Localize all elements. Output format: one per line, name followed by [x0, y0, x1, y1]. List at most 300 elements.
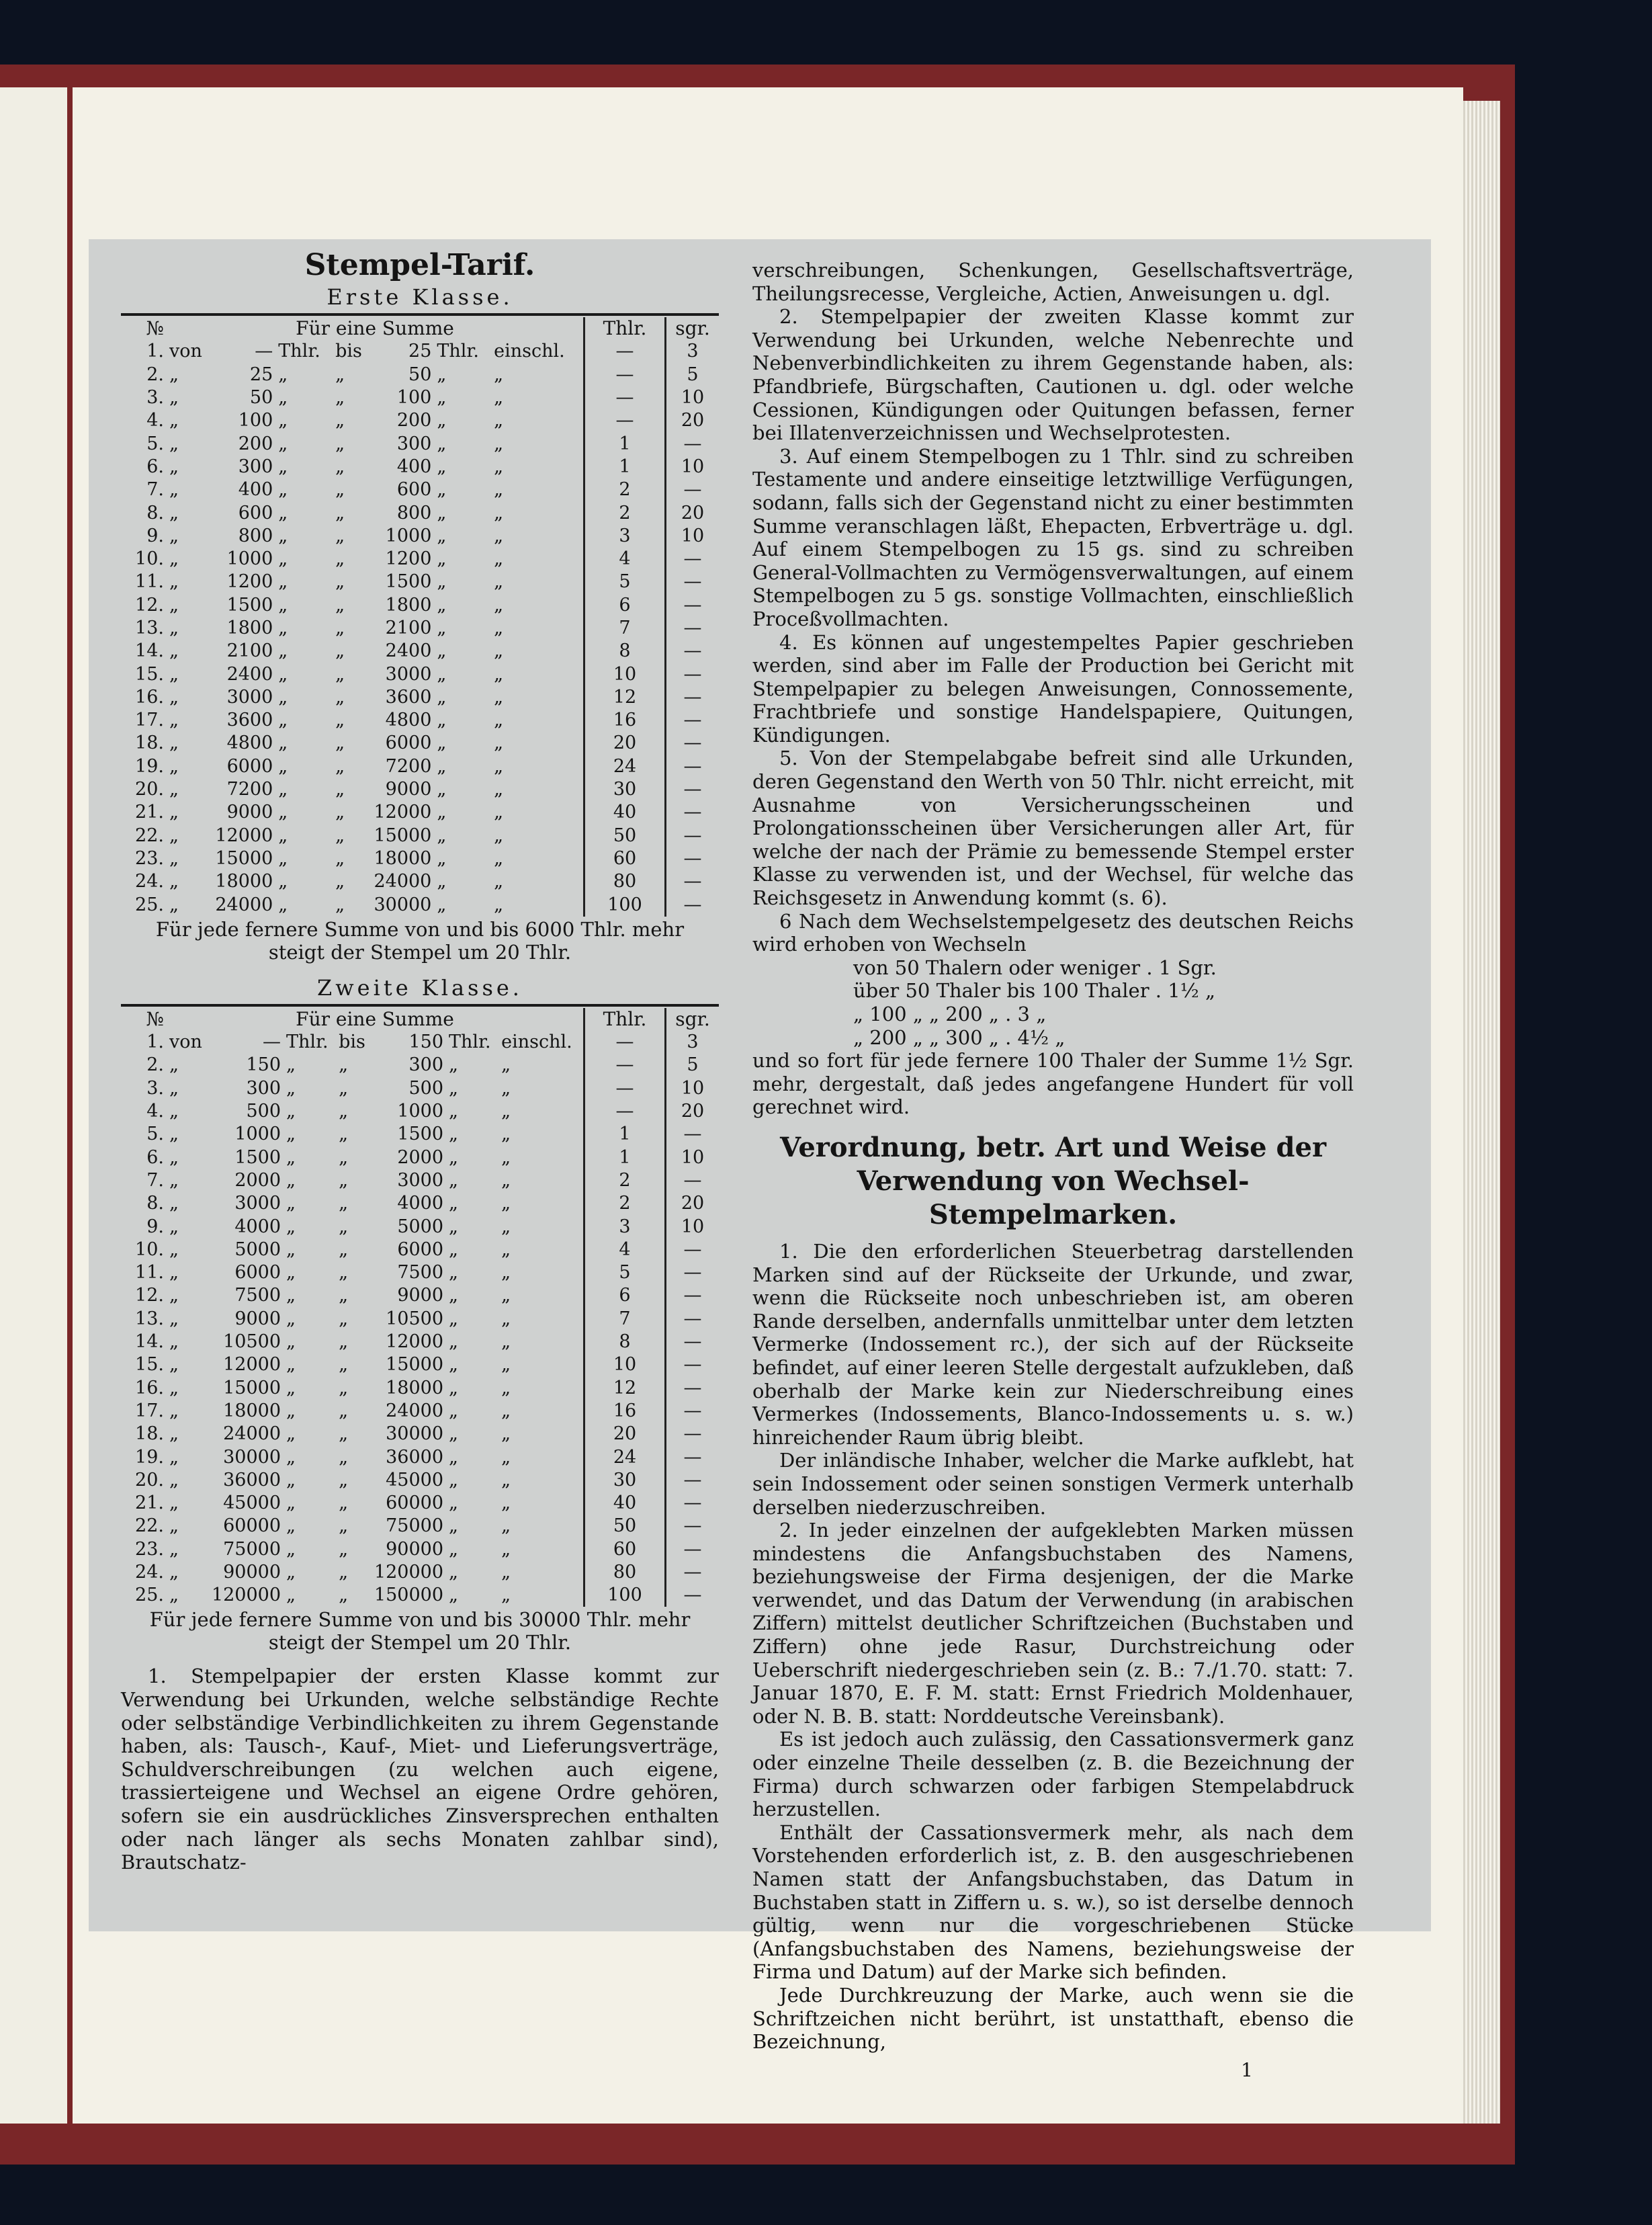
- table-row: [121, 1100, 719, 1123]
- table-cell: 4800: [226, 732, 273, 754]
- table-cell: —: [666, 571, 720, 593]
- table-cell: „: [437, 479, 447, 501]
- table-cell: „: [339, 1354, 349, 1376]
- table-cell: „: [501, 1400, 511, 1421]
- table-cell: 120000: [374, 1561, 444, 1583]
- table-row: [121, 847, 719, 870]
- table-cell: 150: [408, 1032, 444, 1053]
- table-row: [121, 571, 719, 593]
- table-cell: „: [501, 1423, 511, 1445]
- table-cell: —: [666, 893, 720, 916]
- table-cell: 10: [666, 1146, 720, 1169]
- table-cell: 15000: [223, 1377, 281, 1398]
- table-cell: 18000: [215, 871, 273, 892]
- table-cell: von: [169, 1032, 202, 1053]
- table-cell: „: [501, 1446, 511, 1468]
- table-cell: „: [286, 1561, 296, 1583]
- table-cell: —: [263, 1032, 281, 1053]
- table-cell: „: [437, 847, 447, 869]
- table-cell: „: [169, 847, 179, 869]
- table-cell: 4800: [385, 710, 432, 731]
- table-cell: 7.: [146, 1169, 164, 1191]
- table-cell: 12000: [215, 825, 273, 846]
- col-sgr-header: sgr.: [666, 1008, 720, 1031]
- table-cell: „: [339, 1077, 349, 1099]
- table-cell: „: [169, 1423, 179, 1445]
- table-cell: 1500: [397, 1124, 444, 1145]
- table-cell: 4.: [146, 410, 164, 431]
- table-cell: „: [501, 1493, 511, 1514]
- table-cell: 40: [584, 1492, 666, 1515]
- table-cell: „: [437, 755, 447, 777]
- table-cell: 2: [584, 1192, 666, 1215]
- table-cell: „: [339, 1262, 349, 1284]
- decree-title: Verordnung, betr. Art und Weise der Verwendung von Wechsel-Stempelmarken.: [779, 1131, 1327, 1230]
- table-cell: 800: [396, 502, 432, 523]
- table-cell: 2000: [397, 1146, 444, 1168]
- table-cell: 1200: [385, 548, 432, 570]
- table-cell: 3: [666, 1031, 720, 1054]
- rate-line: „ 200 „ „ 300 „ . 4½ „: [853, 1025, 1066, 1049]
- table-cell: —: [666, 1261, 720, 1284]
- table-cell: „: [449, 1239, 459, 1260]
- table-cell: 14.: [135, 1331, 164, 1353]
- table-cell: „: [286, 1193, 296, 1214]
- table-cell: „: [494, 825, 504, 846]
- table-cell: 2: [584, 501, 666, 524]
- table-cell: „: [169, 894, 179, 915]
- table-cell: „: [339, 1239, 349, 1260]
- table-cell: „: [278, 571, 288, 593]
- table-cell: 100: [238, 410, 273, 431]
- table-cell: 25: [408, 341, 432, 362]
- table-cell: „: [169, 1169, 179, 1191]
- table-cell: —: [666, 640, 720, 663]
- table-cell: „: [286, 1354, 296, 1376]
- table-cell: „: [339, 1585, 349, 1606]
- table-cell: 200: [396, 410, 432, 431]
- table-cell: 24.: [135, 871, 164, 892]
- table-cell: „: [286, 1169, 296, 1191]
- table-cell: 400: [238, 479, 273, 501]
- table-cell: „: [278, 755, 288, 777]
- table-cell: 1500: [385, 571, 432, 593]
- table-cell: 2400: [226, 663, 273, 685]
- table-cell: 60000: [386, 1493, 444, 1514]
- table-cell: 300: [246, 1077, 281, 1099]
- table-cell: „: [494, 640, 504, 662]
- table-cell: „: [286, 1493, 296, 1514]
- second-class-heading: Zweite Klasse.: [317, 974, 523, 1001]
- table-cell: „: [449, 1469, 459, 1491]
- table-cell: 5.: [146, 1124, 164, 1145]
- table-cell: —: [666, 1515, 720, 1538]
- table-cell: „: [169, 548, 179, 570]
- table-cell: „: [449, 1169, 459, 1191]
- right-column: [752, 259, 1354, 2081]
- table-cell: „: [169, 1077, 179, 1099]
- table-cell: „: [169, 1193, 179, 1214]
- table-cell: 7500: [397, 1262, 444, 1284]
- table-cell: „: [169, 479, 179, 501]
- paragraph-2: 2. Stempelpapier der zweiten Klasse kommt zur Verwendung bei Urkunden, welche Nebenrechte und Nebenverbindlichkeiten zu ihrem Gegenstande haben, als: Pfandbriefe, Bürgschaften, Cautionen u. dgl. oder welche Cessionen, Kündigungen oder Quitungen befassen, ferner bei Illatenverzeichnissen und Wechselprotesten.: [752, 305, 1354, 445]
- table-cell: „: [169, 387, 179, 409]
- table-cell: „: [449, 1216, 459, 1237]
- table-cell: „: [278, 525, 288, 546]
- table-cell: „: [437, 686, 447, 708]
- table-cell: —: [666, 432, 720, 455]
- table-row: [121, 1469, 719, 1492]
- table-cell: —: [666, 1123, 720, 1146]
- table-cell: 17.: [135, 710, 164, 731]
- table-row: [121, 870, 719, 893]
- table-cell: „: [494, 871, 504, 892]
- table-cell: „: [339, 1193, 349, 1214]
- table-cell: —: [666, 1376, 720, 1399]
- table-cell: „: [169, 594, 179, 616]
- col-sgr-header: sgr.: [666, 317, 720, 340]
- table-cell: „: [335, 525, 345, 546]
- table-cell: 12: [584, 686, 666, 709]
- table-cell: —: [666, 732, 720, 755]
- table-cell: —: [666, 1469, 720, 1492]
- table-cell: 19.: [135, 1446, 164, 1468]
- table-cell: „: [278, 410, 288, 431]
- table-cell: 6000: [234, 1262, 281, 1284]
- table-cell: 3000: [397, 1169, 444, 1191]
- table-cell: „: [169, 779, 179, 800]
- tariff-title: Stempel-Tarif.: [304, 248, 535, 282]
- table-cell: „: [449, 1561, 459, 1583]
- table-cell: 200: [238, 433, 273, 454]
- table-cell: 18000: [386, 1377, 444, 1398]
- divider: [121, 1004, 719, 1007]
- paragraph-3: 3. Auf einem Stempelbogen zu 1 Thlr. sind zu schreiben Testamente und andere einseitige letztwillige Verfügungen, sodann, falls sich der Gegenstand nicht zu einer bestimmten Summe veranschlagen läßt, Ehepacten, Erbverträge u. dgl. Auf einem Stempelbogen zu 15 gs. sind zu schreiben General-Vollmachten zu Vermögensverwaltungen, auf einem Stempelbogen zu 5 gs. sonstige Vollmachten, einschließlich Proceßvollmachten.: [752, 444, 1354, 630]
- table-cell: „: [278, 502, 288, 523]
- table-cell: „: [169, 686, 179, 708]
- table-cell: 15000: [215, 847, 273, 869]
- table-cell: 300: [408, 1054, 444, 1076]
- table-cell: „: [169, 1285, 179, 1306]
- table-cell: 3000: [234, 1193, 281, 1214]
- table-cell: „: [169, 1239, 179, 1260]
- table-cell: „: [449, 1331, 459, 1353]
- table-row: [121, 663, 719, 685]
- table-cell: —: [666, 617, 720, 640]
- table-cell: Thlr.: [449, 1032, 491, 1053]
- table-cell: von: [169, 341, 202, 362]
- table-cell: 15.: [135, 1354, 164, 1376]
- table-cell: „: [494, 502, 504, 523]
- table-cell: „: [335, 779, 345, 800]
- table-cell: 10: [666, 1215, 720, 1238]
- table-cell: 1: [584, 1123, 666, 1146]
- table-cell: „: [169, 1400, 179, 1421]
- decree-paragraph-3: 2. In jeder einzelnen der aufgeklebten Marken müssen mindestens die Anfangsbuchstaben des Namens, beziehungsweise der Firma desjenigen, der die Marke verwendet, und das Datum der Verwendung (in arabischen Ziffern) mittelst deutlicher Schriftzeichen (Buchstaben und Ziffern) ohne jede Rasur, Durchstreichung oder Ueberschrift niedergeschrieben sein (z. B.: 7./1.70. statt: 7. Januar 1870, E. F. M. statt: Ernst Friedrich Moldenhauer, oder N. B. B. statt: Norddeutsche Vereinsbank).: [752, 1519, 1354, 1728]
- table-cell: „: [286, 1054, 296, 1076]
- table-cell: —: [666, 801, 720, 824]
- table-cell: Thlr.: [437, 341, 479, 362]
- table-cell: „: [286, 1469, 296, 1491]
- table-row: [121, 893, 719, 916]
- table-cell: 1800: [385, 594, 432, 616]
- table-cell: 4.: [146, 1101, 164, 1122]
- table-cell: 10: [666, 456, 720, 478]
- table-cell: „: [169, 1585, 179, 1606]
- table-cell: „: [437, 594, 447, 616]
- table-cell: 3000: [226, 686, 273, 708]
- table-cell: „: [169, 1561, 179, 1583]
- table-row: [121, 525, 719, 548]
- table-cell: „: [169, 410, 179, 431]
- table-cell: „: [169, 1262, 179, 1284]
- bill-stamp-rates: [853, 956, 1354, 1049]
- table-cell: —: [666, 478, 720, 501]
- table-cell: „: [278, 640, 288, 662]
- table-cell: „: [449, 1493, 459, 1514]
- table-cell: 30000: [374, 894, 432, 915]
- table-cell: „: [437, 525, 447, 546]
- table-cell: „: [169, 663, 179, 685]
- table-cell: „: [169, 618, 179, 638]
- left-page-edge: [0, 87, 67, 2124]
- table-row: [121, 1376, 719, 1399]
- table-cell: „: [335, 847, 345, 869]
- table-cell: 1000: [234, 1124, 281, 1145]
- table-row: [121, 1146, 719, 1169]
- table-cell: „: [335, 571, 345, 593]
- table-cell: 10: [584, 1353, 666, 1376]
- table-cell: „: [169, 1216, 179, 1237]
- table-cell: 75000: [223, 1538, 281, 1560]
- table-cell: „: [278, 663, 288, 685]
- table-cell: 30000: [386, 1423, 444, 1445]
- table-cell: —: [584, 340, 666, 363]
- table-cell: „: [169, 1124, 179, 1145]
- table-cell: 10500: [386, 1308, 444, 1329]
- table-cell: „: [286, 1124, 296, 1145]
- table-cell: „: [501, 1308, 511, 1329]
- decree-paragraph-6: Jede Durchkreuzung der Marke, auch wenn sie die Schriftzeichen nicht berührt, ist unstatthaft, ebenso die Bezeichnung,: [752, 1983, 1354, 2054]
- table-cell: 21.: [135, 802, 164, 823]
- table-row: [121, 364, 719, 386]
- table-cell: 9000: [397, 1285, 444, 1306]
- table-cell: „: [494, 663, 504, 685]
- table-row: [121, 1561, 719, 1584]
- table-cell: —: [584, 1054, 666, 1077]
- table-cell: „: [437, 802, 447, 823]
- table-cell: „: [278, 387, 288, 409]
- table-cell: „: [494, 387, 504, 409]
- table-cell: „: [335, 640, 345, 662]
- table-row: [121, 755, 719, 778]
- table-cell: „: [169, 1493, 179, 1514]
- table-cell: „: [278, 871, 288, 892]
- table-cell: —: [666, 1284, 720, 1307]
- table-cell: 18000: [223, 1400, 281, 1421]
- table-cell: 4000: [234, 1216, 281, 1237]
- table-row: [121, 640, 719, 663]
- table-cell: 300: [238, 456, 273, 477]
- table-cell: 6000: [226, 755, 273, 777]
- table-cell: „: [494, 571, 504, 593]
- table-row: [121, 1261, 719, 1284]
- table-cell: „: [335, 802, 345, 823]
- table-cell: 600: [396, 479, 432, 501]
- table-row: [121, 1492, 719, 1515]
- table-cell: 20: [666, 409, 720, 432]
- table-cell: „: [501, 1239, 511, 1260]
- paragraph-continued: verschreibungen, Schenkungen, Gesellschaftsverträge, Theilungsrecesse, Vergleiche, Actien, Anweisungen u. dgl.: [752, 259, 1354, 305]
- table-cell: „: [169, 825, 179, 846]
- table-cell: „: [169, 710, 179, 731]
- table-cell: „: [286, 1585, 296, 1606]
- table-cell: 90000: [223, 1561, 281, 1583]
- table-cell: 80: [584, 870, 666, 893]
- table-cell: 24000: [386, 1400, 444, 1421]
- table-cell: 1: [584, 1146, 666, 1169]
- table-cell: 7200: [385, 755, 432, 777]
- table-cell: „: [169, 755, 179, 777]
- table-cell: 24: [584, 1445, 666, 1468]
- paragraph-5: 5. Von der Stempelabgabe befreit sind alle Urkunden, deren Gegenstand den Werth von 50 Thlr. nicht erreicht, mit Ausnahme von Versicherungsscheinen und Prolongationsscheinen über Versicherungen aller Art, für welche der nach der Prämie zu bemessende Stempel erster Klasse zu verwenden ist, und der Wechsel, für welche das Reichsgesetz in Anwendung kommt (s. 6).: [752, 747, 1354, 910]
- table-cell: 24000: [374, 871, 432, 892]
- table-cell: „: [501, 1469, 511, 1491]
- col-amount-header: Für eine Summe: [296, 1007, 454, 1030]
- table-cell: „: [169, 1054, 179, 1076]
- table-cell: „: [501, 1216, 511, 1237]
- table-cell: 15.: [135, 663, 164, 685]
- table-cell: „: [169, 1377, 179, 1398]
- table-cell: 2: [584, 1169, 666, 1192]
- table-cell: —: [255, 341, 273, 362]
- table-cell: 60: [584, 1538, 666, 1561]
- table-cell: „: [339, 1493, 349, 1514]
- table-row: [121, 1308, 719, 1331]
- table-cell: „: [286, 1285, 296, 1306]
- table-cell: 3600: [385, 686, 432, 708]
- table-cell: „: [286, 1423, 296, 1445]
- table-cell: „: [339, 1308, 349, 1329]
- table-cell: —: [666, 1400, 720, 1423]
- table-cell: 80: [584, 1561, 666, 1584]
- table-row: [121, 1192, 719, 1215]
- table-cell: „: [494, 548, 504, 570]
- table-cell: „: [335, 548, 345, 570]
- table-cell: „: [437, 871, 447, 892]
- rate-line: von 50 Thalern oder weniger . 1 Sgr.: [853, 956, 1217, 979]
- table-cell: „: [286, 1262, 296, 1284]
- table-cell: „: [449, 1354, 459, 1376]
- table-row: [121, 1054, 719, 1077]
- table-row: [121, 825, 719, 847]
- table-cell: „: [335, 456, 345, 477]
- table-cell: —: [666, 825, 720, 847]
- table-cell: 7: [584, 617, 666, 640]
- table-cell: 2: [584, 478, 666, 501]
- table-cell: —: [666, 548, 720, 571]
- table-cell: 36000: [223, 1469, 281, 1491]
- table-row: [121, 456, 719, 478]
- table-cell: „: [494, 410, 504, 431]
- table-cell: 12.: [135, 1285, 164, 1306]
- table-cell: „: [335, 502, 345, 523]
- table-cell: 5: [584, 1261, 666, 1284]
- table-cell: „: [278, 710, 288, 731]
- table-cell: 6: [584, 594, 666, 617]
- table-cell: 10500: [223, 1331, 281, 1353]
- table-cell: 5: [584, 571, 666, 593]
- table-cell: „: [449, 1262, 459, 1284]
- table-cell: „: [286, 1515, 296, 1537]
- table-cell: „: [286, 1101, 296, 1122]
- table-cell: „: [339, 1285, 349, 1306]
- table-cell: „: [286, 1239, 296, 1260]
- table-cell: 50: [249, 387, 273, 409]
- table-cell: 6.: [146, 456, 164, 477]
- table-row: [121, 1423, 719, 1445]
- table-cell: 100: [584, 1584, 666, 1607]
- table-cell: „: [278, 894, 288, 915]
- table-cell: 12000: [374, 802, 432, 823]
- paragraph-7: und so fort für jede fernere 100 Thaler der Summe 1½ Sgr. mehr, dergestalt, daß jedes angefangene Hundert für voll gerechnet wird.: [752, 1049, 1354, 1119]
- table-cell: 15000: [374, 825, 432, 846]
- table-cell: „: [169, 732, 179, 754]
- table-cell: 20.: [135, 779, 164, 800]
- table-cell: „: [278, 433, 288, 454]
- table-cell: „: [339, 1469, 349, 1491]
- table-cell: —: [666, 1331, 720, 1353]
- table-row: [121, 1515, 719, 1538]
- table-cell: 22.: [135, 825, 164, 846]
- table-row: [121, 1215, 719, 1238]
- table-cell: „: [335, 479, 345, 501]
- table-cell: 24: [584, 755, 666, 778]
- table-header-row: [121, 1008, 719, 1031]
- table-cell: 25.: [135, 1585, 164, 1606]
- table-cell: 10.: [135, 548, 164, 570]
- table-row: [121, 1031, 719, 1054]
- table-cell: „: [437, 640, 447, 662]
- table-cell: 3: [584, 1215, 666, 1238]
- paragraph-4: 4. Es können auf ungestempeltes Papier geschrieben werden, sind aber im Falle der Production bei Gericht mit Stempelpapier zu belegen Anweisungen, Connossemente, Frachtbriefe und sonstige Handelspapiere, Quitungen, Kündigungen.: [752, 630, 1354, 747]
- table-cell: „: [437, 364, 447, 385]
- table-cell: 6: [584, 1284, 666, 1307]
- table-row: [121, 1400, 719, 1423]
- table-cell: 9000: [234, 1308, 281, 1329]
- table-row: [121, 686, 719, 709]
- table-cell: —: [666, 1353, 720, 1376]
- table-cell: —: [666, 1423, 720, 1445]
- table-cell: 7.: [146, 479, 164, 501]
- table-cell: —: [666, 1445, 720, 1468]
- table-cell: „: [449, 1585, 459, 1606]
- table-cell: „: [169, 640, 179, 662]
- table-cell: „: [335, 410, 345, 431]
- table-cell: 8: [584, 640, 666, 663]
- table-cell: „: [339, 1446, 349, 1468]
- table-cell: 3.: [146, 1077, 164, 1099]
- table-cell: „: [501, 1262, 511, 1284]
- table-cell: „: [278, 479, 288, 501]
- second-class-rows: [121, 1031, 719, 1607]
- table-cell: „: [437, 732, 447, 754]
- table-cell: 2100: [385, 618, 432, 638]
- decree-paragraph-2: Der inländische Inhaber, welcher die Marke aufklebt, hat sein Indossement oder seinen sonstigen Vermerk unterhalb derselben niederzuschreiben.: [752, 1449, 1354, 1519]
- table-cell: „: [449, 1400, 459, 1421]
- table-cell: „: [278, 779, 288, 800]
- table-row: [121, 801, 719, 824]
